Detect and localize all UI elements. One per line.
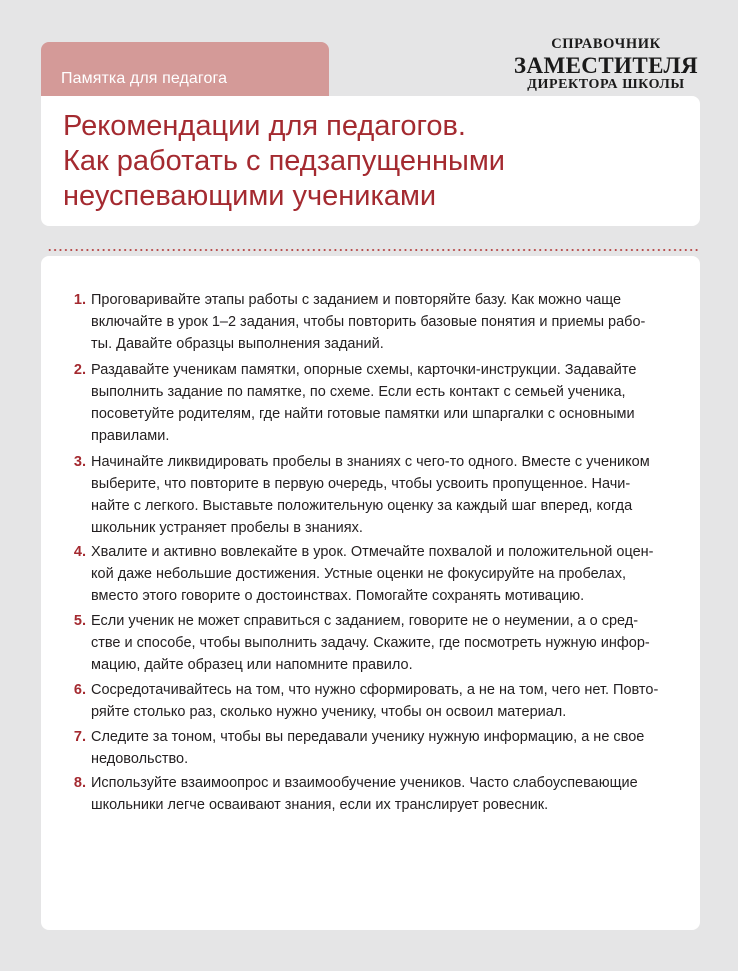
item-line: ряйте столько раз, сколько нужно ученику, чтобы он освоил материал. [91,704,567,720]
item-number: 5. [73,613,86,629]
item-text [91,541,681,607]
item-text [91,289,681,355]
title-line: неуспевающими учениками [63,180,437,212]
item-line: кой даже небольшие достижения. Устные оценки не фокусируйте на пробелах, [91,566,626,582]
item-number: 6. [73,682,86,698]
item-line: мацию, дайте образец или напомните правило. [91,657,413,673]
item-line: ты. Давайте образцы выполнения заданий. [91,336,384,352]
item-line: выберите, что повторите в первую очередь, чтобы усвоить пропущенное. Начи- [91,476,631,492]
item-line: Следите за тоном, чтобы вы передавали ученику нужную информацию, а не свое [91,729,645,745]
masthead-line-2: ЗАМЕСТИТЕЛЯ [513,53,699,78]
item-number: 2. [73,362,86,378]
memo-tag [41,42,329,98]
item-number: 1. [73,292,86,308]
masthead-line-1: СПРАВОЧНИК [551,36,661,52]
item-line: стве и способе, чтобы выполнить задачу. Скажите, где посмотреть нужную инфор- [91,635,650,651]
item-line: включайте в урок 1–2 задания, чтобы повторить базовые понятия и приемы рабо- [91,314,646,330]
item-line: Используйте взаимоопрос и взаимообучение учеников. Часто слабоуспевающие [91,775,638,791]
masthead-line-3: ДИРЕКТОРА ШКОЛЫ [527,77,685,92]
item-line: вместо этого говорите о достоинствах. Помогайте сохранять мотивацию. [91,588,585,604]
item-line: посоветуйте родителям, где найти готовые памятки или шпаргалки с основными [91,406,635,422]
item-text [91,451,681,539]
item-line: недовольство. [91,751,189,767]
item-line: Если ученик не может справиться с заданием, говорите не о неумении, а о сред- [91,613,639,629]
item-text [91,726,681,770]
journal-masthead [506,36,706,93]
item-line: найте с легкого. Выставьте положительную оценку за каждый шаг вперед, когда [91,498,633,514]
item-line: Раздавайте ученикам памятки, опорные схемы, карточки-инструкции. Задавайте [91,362,637,378]
item-number: 3. [73,454,86,470]
item-text [91,610,681,676]
item-line: Сосредотачивайтесь на том, что нужно сформировать, а не на том, чего нет. Повто- [91,682,659,698]
item-line: Начинайте ликвидировать пробелы в знаниях с чего-то одного. Вместе с учеником [91,454,650,470]
recommendations-list [41,256,700,930]
item-number: 8. [73,775,86,791]
item-line: Проговаривайте этапы работы с заданием и повторяйте базу. Как можно чаще [91,292,622,308]
title-line: Как работать с педзапущенными [63,145,505,177]
item-text [91,772,681,816]
item-text [91,359,681,447]
item-line: школьники легче осваивают знания, если их транслирует ровесник. [91,797,549,813]
dotted-divider [47,249,699,251]
memo-tag-label: Памятка для педагога [61,70,228,87]
title-card [41,96,700,226]
item-text [91,679,681,723]
item-line: выполнить задание по памятке, по схеме. Если есть контакт с семьей ученика, [91,384,626,400]
item-line: школьник устраняет пробелы в знаниях. [91,520,363,536]
item-line: Хвалите и активно вовлекайте в урок. Отмечайте похвалой и положительной оцен- [91,544,654,560]
page-title [63,109,505,214]
item-number: 7. [73,729,86,745]
item-line: правилами. [91,428,170,444]
title-line: Рекомендации для педагогов. [63,110,466,142]
item-number: 4. [73,544,86,560]
